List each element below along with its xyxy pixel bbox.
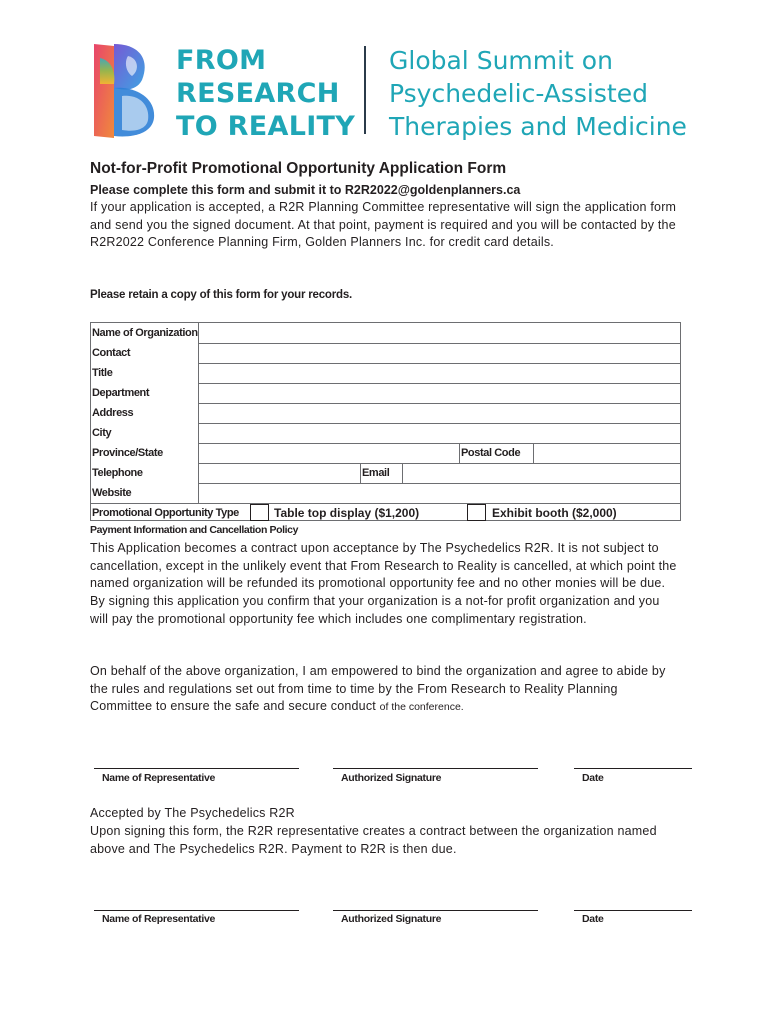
department-label: Department — [92, 387, 150, 399]
r2r-authorized-signature-line[interactable] — [333, 910, 538, 911]
city-input[interactable] — [199, 423, 680, 443]
title-label: Title — [92, 367, 113, 379]
address-row — [91, 403, 680, 423]
opportunity-row — [91, 503, 680, 523]
organization-input[interactable] — [199, 323, 680, 343]
representative-name-line[interactable] — [94, 768, 299, 769]
brand-line: FROM — [176, 45, 267, 76]
postal-code-input[interactable] — [534, 443, 680, 463]
website-input[interactable] — [199, 483, 680, 503]
exhibit-booth-checkbox[interactable] — [467, 504, 486, 521]
website-row — [91, 483, 680, 503]
department-input[interactable] — [199, 383, 680, 403]
email-input[interactable] — [403, 463, 680, 483]
summit-title — [389, 44, 687, 143]
exhibit-booth-option-label: Exhibit booth ($2,000) — [492, 506, 617, 520]
telephone-row — [91, 463, 680, 483]
address-label: Address — [92, 407, 134, 419]
city-label: City — [92, 427, 112, 439]
title-input[interactable] — [199, 363, 680, 383]
r2r-authorized-signature-label: Authorized Signature — [341, 913, 442, 925]
contact-row — [91, 343, 680, 363]
authorized-signature-line[interactable] — [333, 768, 538, 769]
application-form-table — [90, 322, 681, 521]
r2r-representative-name-label: Name of Representative — [102, 913, 216, 925]
email-divider — [360, 463, 361, 483]
table-top-option-label: Table top display ($1,200) — [274, 506, 420, 520]
postal-divider — [459, 443, 460, 463]
summit-line: Psychedelic-Assisted — [389, 79, 648, 108]
date-label: Date — [582, 772, 604, 784]
province-input[interactable] — [199, 443, 459, 463]
organization-row — [91, 323, 680, 343]
header-divider — [364, 46, 366, 134]
brand-line: RESEARCH — [176, 78, 340, 109]
telephone-input[interactable] — [199, 463, 360, 483]
email-label: Email — [362, 467, 390, 479]
address-input[interactable] — [199, 403, 680, 423]
acceptance-text: Upon signing this form, the R2R representative creates a contract between the organization named above and The Psychedelics R2R. Payment to R2R is then due. — [90, 824, 657, 856]
intro-paragraph: If your application is accepted, a R2R Planning Committee representative will sign the application form and send you the signed document. At that point, payment is required and you will be contacted by the R2R2022 Conference Planning Firm, Golden Planners Inc. for credit card details. — [90, 200, 677, 250]
acceptance-heading: Accepted by The Psychedelics R2R — [90, 806, 295, 820]
summit-line: Global Summit on — [389, 46, 613, 75]
representative-name-label: Name of Representative — [102, 772, 216, 784]
opportunity-label: Promotional Opportunity Type — [92, 507, 239, 519]
date-line[interactable] — [574, 768, 692, 769]
agreement-tail: of the conference. — [379, 701, 464, 714]
province-row — [91, 443, 680, 463]
city-row — [91, 423, 680, 443]
r2r-date-line[interactable] — [574, 910, 692, 911]
submit-instruction: Please complete this form and submit it to R2R2022@goldenplanners.ca — [90, 183, 521, 197]
table-top-checkbox[interactable] — [250, 504, 269, 521]
r2r-representative-name-line[interactable] — [94, 910, 299, 911]
r2r-logo-icon — [92, 44, 162, 138]
postal-code-label: Postal Code — [461, 447, 521, 459]
agreement-text: On behalf of the above organization, I am empowered to bind the organization and agree to abide by the rules and regulations set out from time to time by the From Research to Reality Planning Committee to ensure the safe and secure conduct — [90, 664, 666, 714]
department-row — [91, 383, 680, 403]
province-label: Province/State — [92, 447, 163, 459]
cancellation-policy: This Application becomes a contract upon acceptance by The Psychedelics R2R. It is not subject to cancellation, except in the unlikely event that From Research to Reality is cancelled, at which point the named organization will be refunded its promotional opportunity fee and no other monies will be due. By signing this application you confirm that your organization is a not-for profit organization and you will pay the promotional opportunity fee which includes one complimentary registration. — [90, 541, 677, 626]
website-label: Website — [92, 487, 132, 499]
telephone-label: Telephone — [92, 467, 143, 479]
title-row — [91, 363, 680, 383]
brand-wordmark — [176, 44, 355, 143]
form-title: Not-for-Profit Promotional Opportunity Application Form — [90, 160, 507, 177]
contact-label: Contact — [92, 347, 131, 359]
contact-input[interactable] — [199, 343, 680, 363]
payment-heading: Payment Information and Cancellation Policy — [90, 524, 299, 536]
brand-line: TO REALITY — [176, 111, 356, 142]
authorized-signature-label: Authorized Signature — [341, 772, 442, 784]
retain-note: Please retain a copy of this form for your records. — [90, 289, 353, 301]
summit-line: Therapies and Medicine — [389, 112, 687, 141]
organization-label: Name of Organization — [92, 327, 198, 339]
agreement-paragraph — [90, 663, 680, 717]
r2r-date-label: Date — [582, 913, 604, 925]
